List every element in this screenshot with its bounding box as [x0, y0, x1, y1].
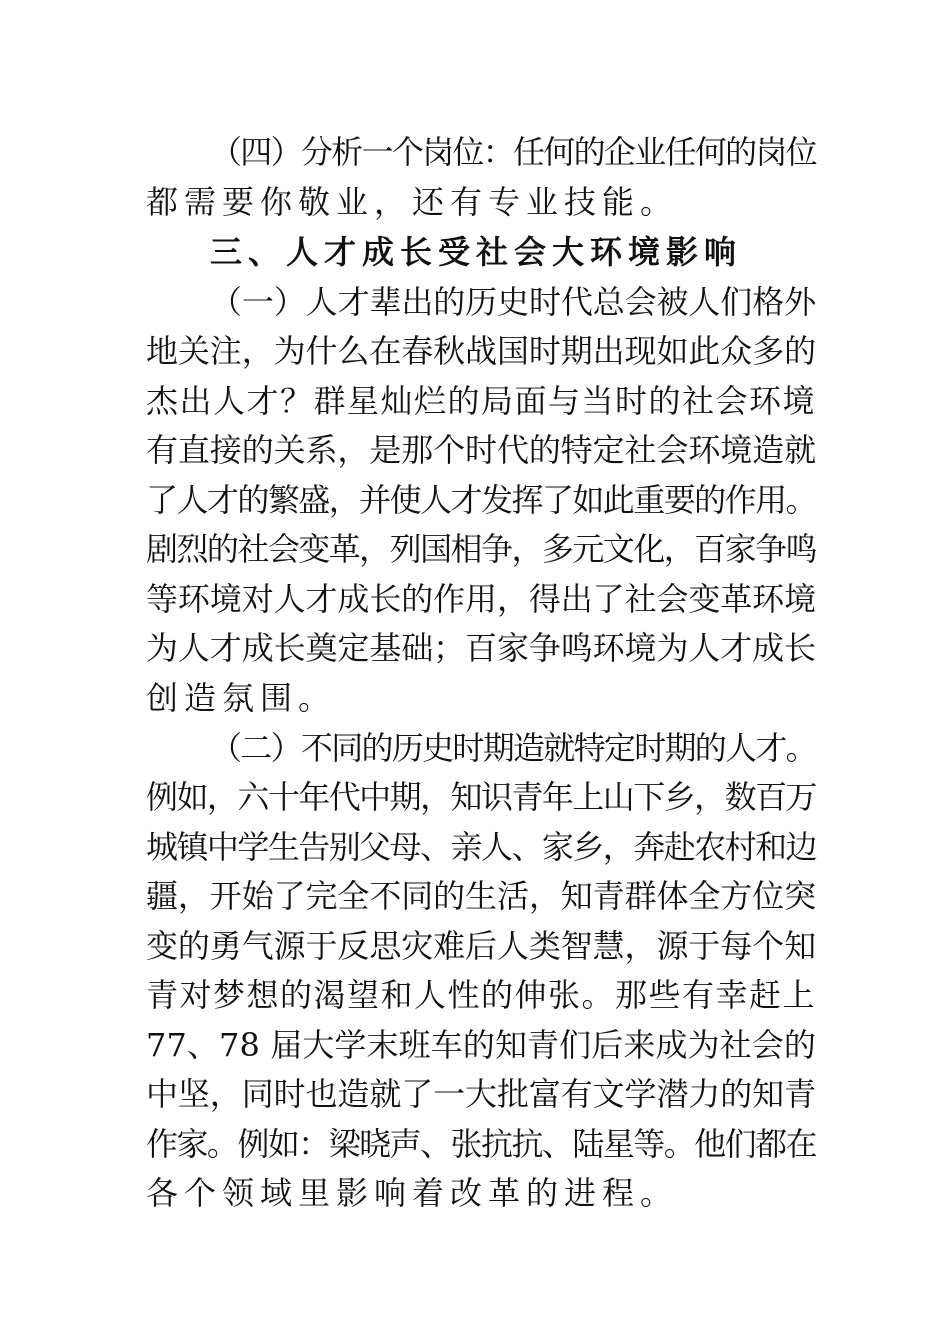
paragraph-3-1-line-4: 有直接的关系，是那个时代的特定社会环境造就	[146, 431, 816, 469]
paragraph-3-2-line-9: 作家。例如：梁晓声、张抗抗、陆星等。他们都在	[146, 1125, 816, 1163]
paragraph-3-2-line-10: 各个领域里影响着改革的进程。	[146, 1174, 679, 1212]
paragraph-3-1-line-7: 等环境对人才成长的作用，得出了社会变革环境	[146, 580, 816, 618]
paragraph-3-2-line-7: 77、78 届大学末班车的知青们后来成为社会的	[146, 1026, 816, 1064]
paragraph-3-1-line-5: 了人才的繁盛，并使人才发挥了如此重要的作用。	[146, 481, 816, 519]
paragraph-3-1-line-6: 剧烈的社会变革，列国相争，多元文化，百家争鸣	[146, 530, 816, 568]
paragraph-3-2-line-5: 变的勇气源于反思灾难后人类智慧，源于每个知	[146, 927, 816, 965]
paragraph-3-2-line-3: 城镇中学生告别父母、亲人、家乡，奔赴农村和边	[146, 828, 816, 866]
paragraph-3-2-line-2: 例如，六十年代中期，知识青年上山下乡，数百万	[146, 778, 816, 816]
paragraph-3-2-line-6: 青对梦想的渴望和人性的伸张。那些有幸赶上	[146, 976, 816, 1014]
paragraph-3-1-line-2: 地关注，为什么在春秋战国时期出现如此众多的	[146, 332, 816, 370]
paragraph-4-line-2: 都需要你敬业，还有专业技能。	[146, 183, 679, 221]
paragraph-3-1-line-8: 为人才成长奠定基础；百家争鸣环境为人才成长	[146, 629, 816, 667]
paragraph-3-1-line-9: 创造氛围。	[146, 679, 337, 717]
section-3-heading: 三、人才成长受社会大环境影响	[210, 233, 743, 271]
paragraph-3-2-line-1: （二）不同的历史时期造就特定时期的人才。	[210, 729, 816, 767]
paragraph-3-2-line-4: 疆，开始了完全不同的生活，知青群体全方位突	[146, 877, 816, 915]
paragraph-3-1-line-3: 杰出人才？群星灿烂的局面与当时的社会环境	[146, 382, 816, 420]
paragraph-3-2-line-8: 中坚，同时也造就了一大批富有文学潜力的知青	[146, 1075, 816, 1113]
paragraph-4-line-1: （四）分析一个岗位：任何的企业任何的岗位	[210, 133, 816, 171]
paragraph-3-1-line-1: （一）人才辈出的历史时代总会被人们格外	[210, 283, 816, 321]
